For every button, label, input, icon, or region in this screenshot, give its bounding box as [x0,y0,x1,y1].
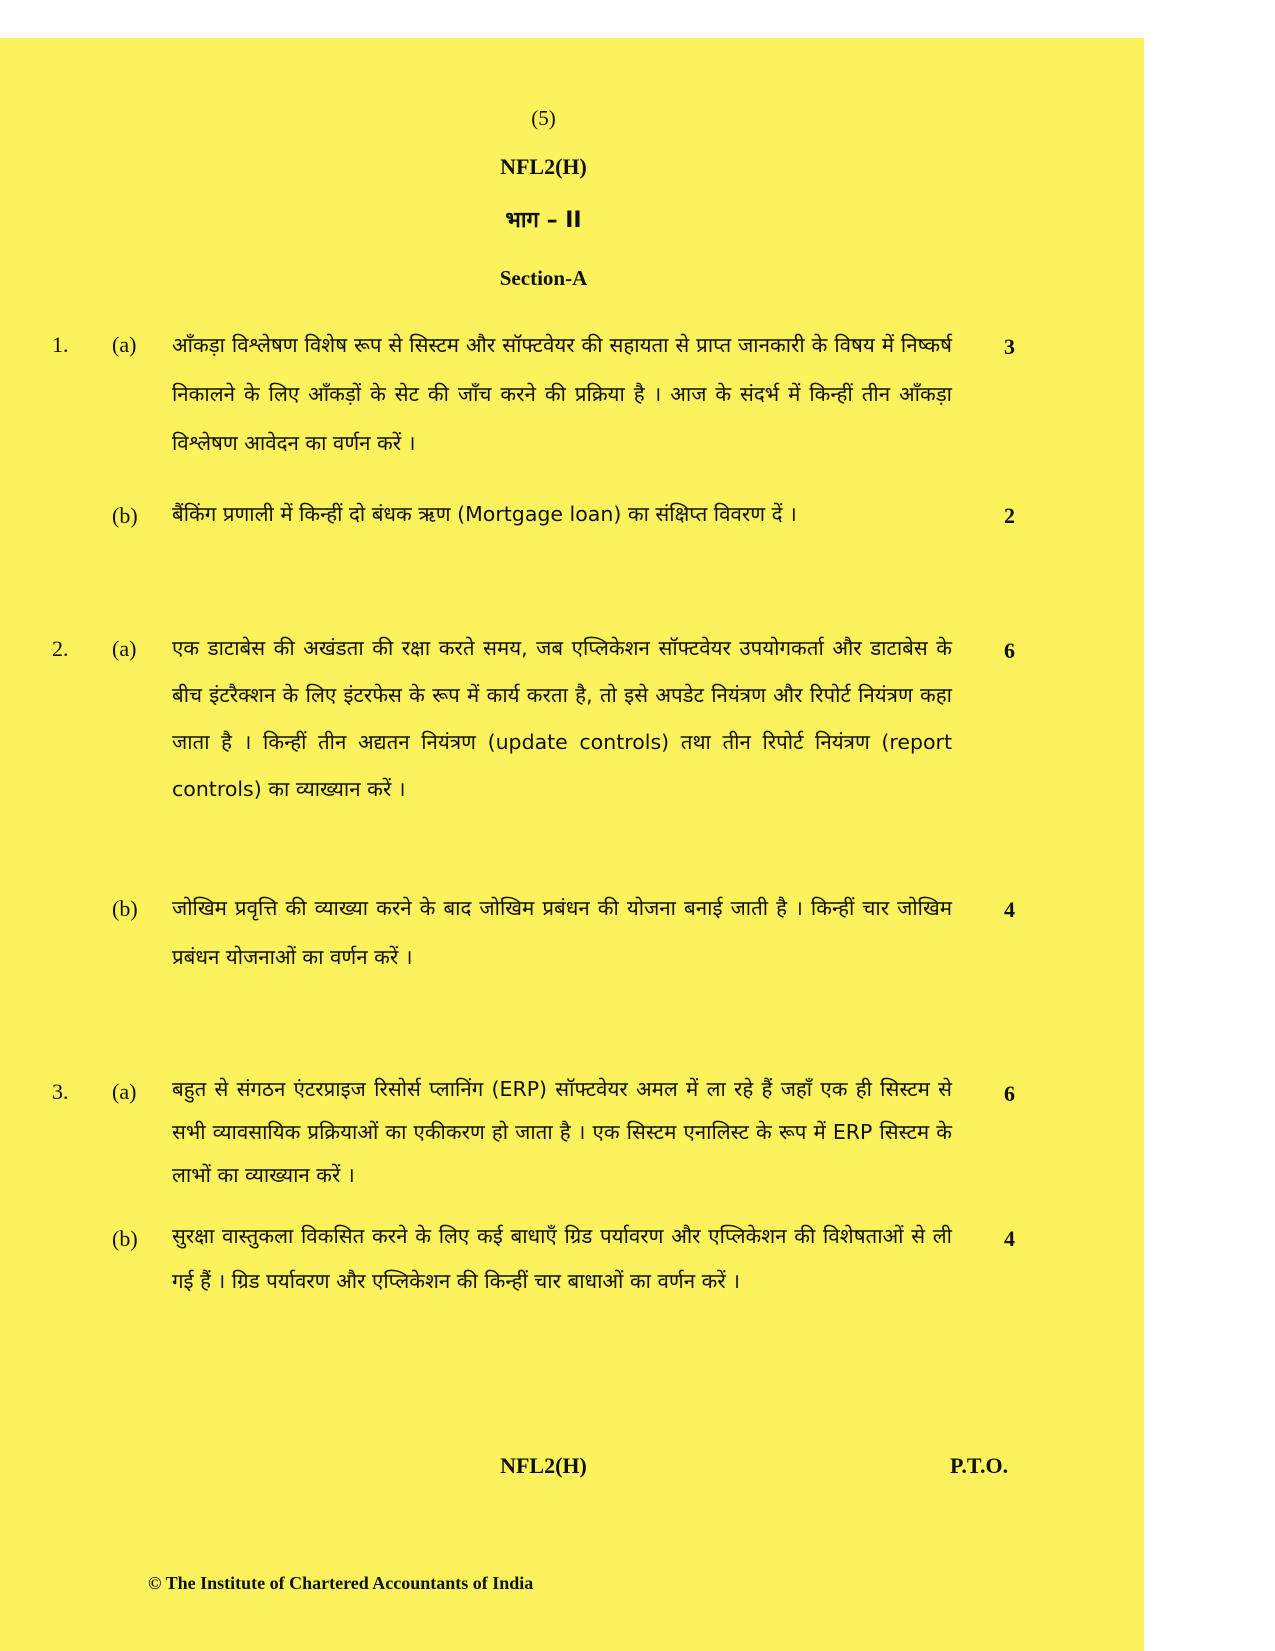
question-marks: 4 [1004,897,1015,922]
question-marks: 6 [1004,638,1015,663]
copyright-notice: © The Institute of Chartered Accountants of India [148,1573,534,1593]
question-number: 3. [52,1079,69,1104]
question-number: 1. [52,332,69,357]
sub-question-label: (b) [112,896,138,921]
question-text: बहुत से संगठन एंटरप्राइज रिसोर्स प्लानिंग (ERP) सॉफ्टवेयर अमल में ला रहे हैं जहाँ एक ही सिस्टम से सभी व्यावसायिक प्रक्रियाओं का एकीकरण हो जाता है । एक सिस्टम एनालिस्ट के रूप में ERP सिस्टम के लाभों का व्याख्यान करें । [172,1077,952,1187]
question-text: जोखिम प्रवृत्ति की व्याख्या करने के बाद जोखिम प्रबंधन की योजना बनाई जाती है । किन्हीं चार जोखिम प्रबंधन योजनाओं का वर्णन करें । [172,896,952,969]
page-number: (5) [531,106,556,130]
sub-question-label: (b) [112,503,138,528]
question-text: सुरक्षा वास्तुकला विकसित करने के लिए कई बाधाएँ ग्रिड पर्यावरण और एप्लिकेशन की विशेषताओं से ली गई हैं । ग्रिड पर्यावरण और एप्लिकेशन की किन्हीं चार बाधाओं का वर्णन करें । [172,1224,952,1293]
paper-code-footer: NFL2(H) [500,1453,587,1478]
sub-question-label: (a) [112,1079,137,1104]
part-heading: भाग – II [505,208,582,233]
question-number: 2. [52,636,69,661]
question-text: बैंकिंग प्रणाली में किन्हीं दो बंधक ऋण (Mortgage loan) का संक्षिप्त विवरण दें । [172,502,797,526]
question-marks: 3 [1004,334,1015,359]
pto-label: P.T.O. [950,1453,1009,1478]
question-marks: 2 [1004,503,1015,528]
sub-question-label: (a) [112,636,137,661]
question-text: एक डाटाबेस की अखंडता की रक्षा करते समय, जब एप्लिकेशन सॉफ्टवेयर उपयोगकर्ता और डाटाबेस के बीच इंटरैक्शन के लिए इंटरफेस के रूप में कार्य करता है, तो इसे अपडेट नियंत्रण और रिपोर्ट नियंत्रण कहा जाता है । किन्हीं तीन अद्यतन नियंत्रण (update controls) तथा तीन रिपोर्ट नियंत्रण (report controls) का व्याख्यान करें । [172,636,952,801]
paper-code-header: NFL2(H) [500,154,587,179]
section-heading: Section-A [499,266,588,290]
sub-question-label: (b) [112,1226,138,1251]
sub-question-label: (a) [112,332,137,357]
question-marks: 6 [1004,1081,1015,1106]
question-marks: 4 [1004,1226,1015,1251]
question-text: आँकड़ा विश्लेषण विशेष रूप से सिस्टम और सॉफ्टवेयर की सहायता से प्राप्त जानकारी के विषय में निष्कर्ष निकालने के लिए आँकड़ों के सेट की जाँच करने की प्रक्रिया है । आज के संदर्भ में किन्हीं तीन आँकड़ा विश्लेषण आवेदन का वर्णन करें । [172,333,952,455]
